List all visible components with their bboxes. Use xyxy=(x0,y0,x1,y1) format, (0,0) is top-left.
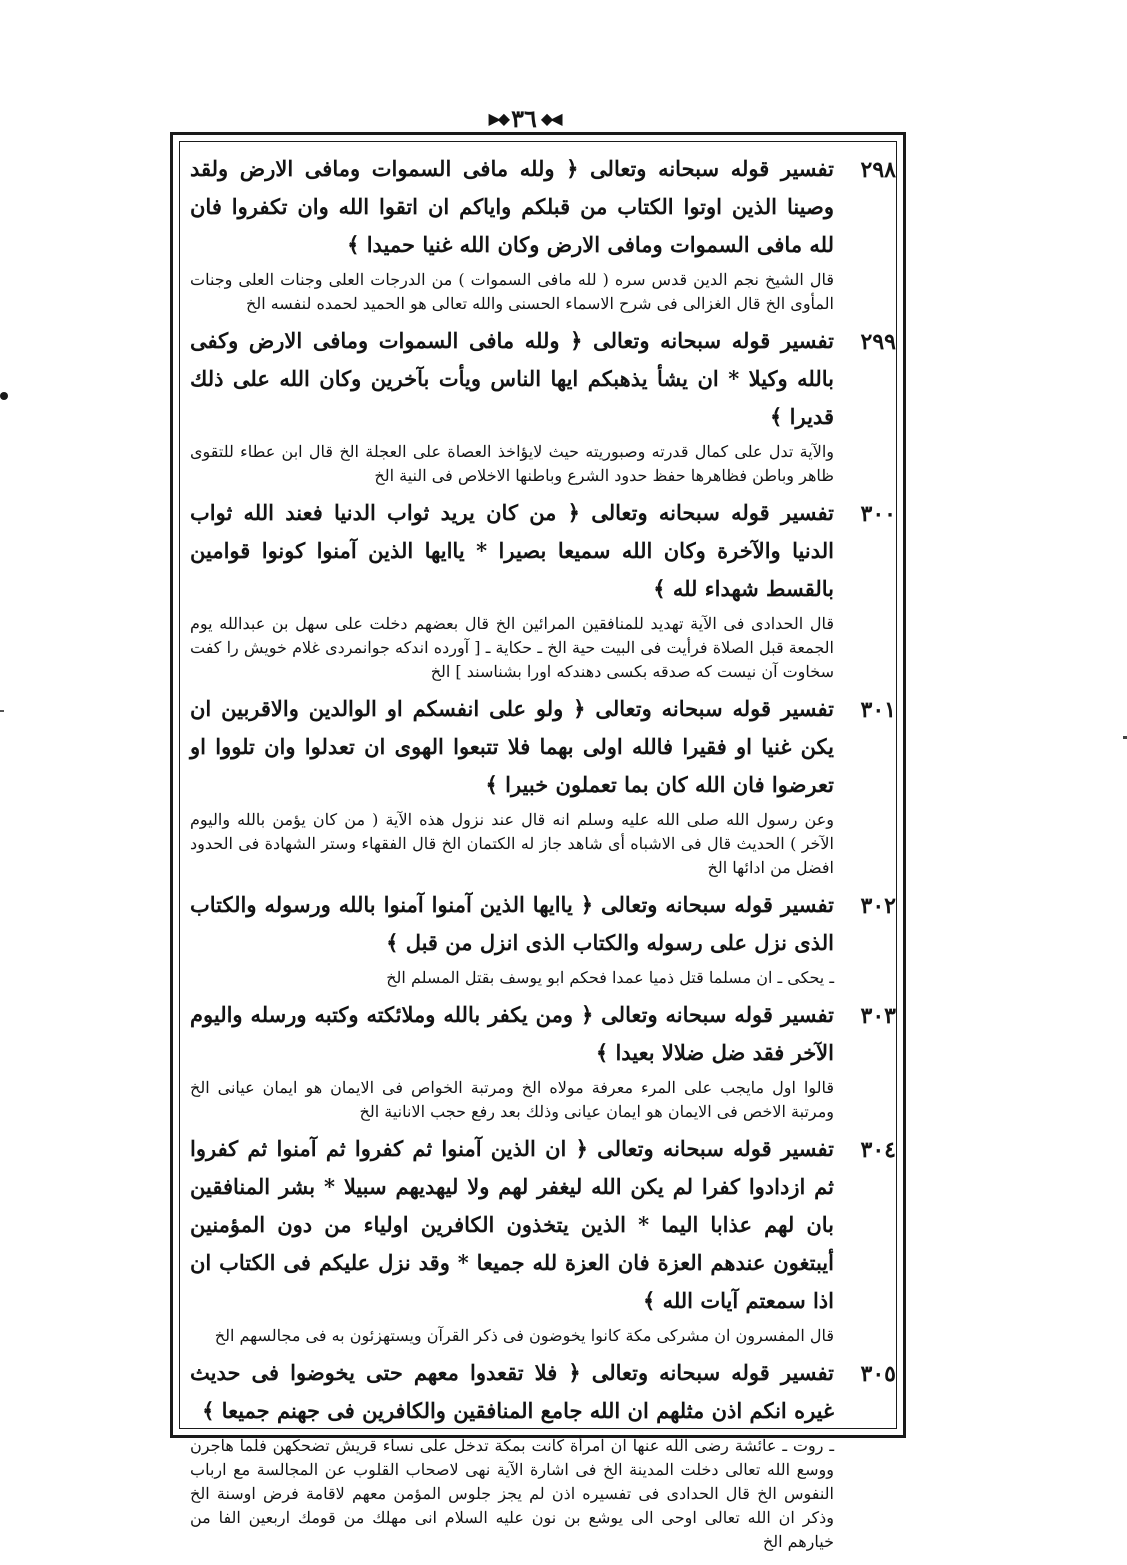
entry-commentary: والآية تدل على كمال قدرته وصبوريته حيث لايؤاخذ العصاة على العجلة الخ قال ابن عطاء للتقوى ظاهر وباطن فظاهرها حفظ حدود الشرع وباطنها الاخلاص فى النية الخ xyxy=(190,442,834,485)
entry-heading: تفسير قوله سبحانه وتعالى ﴿ ولله مافى السموات ومافى الارض ولقد وصينا الذين اوتوا الكتاب من قبلكم واياكم ان اتقوا الله وان تكفروا فان لله مافى السموات ومافى الارض وكان الله غنيا حميدا ﴾ xyxy=(190,156,834,257)
entry-heading: تفسير قوله سبحانه وتعالى ﴿ من كان يريد ثواب الدنيا فعند الله ثواب الدنيا والآخرة وكان الله سميعا بصيرا * ياايها الذين آمنوا كونوا قوامين بالقسط شهداء لله ﴾ xyxy=(190,500,834,601)
entry-commentary: ـ روت ـ عائشة رضى الله عنها ان امرأة كانت بمكة تدخل على نساء قريش تضحكهن فلما هاجرن ووسع الله تعالى دخلت المدينة الخ فى اشارة الآية نهى لاصحاب القلوب عن المجالسة مع ارباب النفوس الخ قال الحدادى فى تفسيره اذن لم يجز جلوس المؤمن معهم لاقامة فرض اوسنة الخ وذكر ان الله تعالى اوحى الى يوشع بن نون عليه السلام انى مهلك من قومك اربعين الفا من خيارهم الخ xyxy=(190,1436,835,1551)
entry-commentary: قال المفسرون ان مشركى مكة كانوا يخوضون فى ذكر القرآن ويستهزئون به فى مجالسهم الخ xyxy=(214,1326,834,1345)
entry-body xyxy=(186,690,834,880)
ornament-left-icon: ◀◆ xyxy=(540,108,560,128)
entry-body xyxy=(186,1354,834,1554)
entry-heading: تفسير قوله سبحانه وتعالى ﴿ فلا تقعدوا معهم حتى يخوضوا فى حديث غيره انكم اذن مثلهم ان الله جامع المنافقين والكافرين فى جهنم جميعا ﴾ xyxy=(190,1360,834,1423)
entry-number: ٣٠٥ xyxy=(860,1361,896,1387)
entry-heading: تفسير قوله سبحانه وتعالى ﴿ ومن يكفر بالله وملائكته وكتبه ورسله واليوم الآخر فقد ضل ضلالا بعيدا ﴾ xyxy=(190,1002,834,1065)
entry-number: ٢٩٩ xyxy=(860,329,896,355)
entry-301 xyxy=(186,690,898,880)
scan-mark-dot xyxy=(0,392,8,400)
entry-304 xyxy=(186,1130,898,1348)
entry-303 xyxy=(186,996,898,1124)
entry-heading: تفسير قوله سبحانه وتعالى ﴿ ان الذين آمنوا ثم كفروا ثم آمنوا ثم كفروا ثم ازدادوا كفرا لم يكن الله ليغفر لهم ولا ليهديهم سبيلا * بشر المنافقين بان لهم عذابا اليما * الذين يتخذون الكافرين اولياء من دون المؤمنين أيبتغون عندهم العزة فان العزة لله جميعا * وقد نزل عليكم فى الكتاب ان اذا سمعتم آيات الله ﴾ xyxy=(190,1136,834,1313)
entry-number: ٣٠١ xyxy=(860,697,896,723)
entry-body xyxy=(186,322,834,488)
entry-305 xyxy=(186,1354,898,1554)
entry-number: ٢٩٨ xyxy=(860,157,896,183)
entry-heading: تفسير قوله سبحانه وتعالى ﴿ ولو على انفسكم او الوالدين والاقربين ان يكن غنيا او فقيرا فالله اولى بهما فلا تتبعوا الهوى ان تعدلوا وان تلووا او تعرضوا فان الله كان بما تعملون خبيرا ﴾ xyxy=(190,696,834,797)
entry-body xyxy=(186,1130,834,1348)
entry-number: ٣٠٠ xyxy=(860,501,896,527)
entry-commentary: قال الحدادى فى الآية تهديد للمنافقين المرائين الخ قال بعضهم دخلت على سهل بن عبدالله يوم الجمعة قبل الصلاة فرأيت فى البيت حية الخ ـ حكاية ـ [ آورده اندكه جوانمردى غلام خويش را كفت سخاوت آن نيست كه صدقه بكسى دهندكه اورا بشناسند ] الخ xyxy=(190,614,834,681)
entry-commentary: وعن رسول الله صلى الله عليه وسلم انه قال عند نزول هذه الآية ( من كان يؤمن بالله واليوم الآخر ) الحديث قال فى الاشباه أى شاهد جاز له الكتمان الخ قال الفقهاء وستر الشهادة فى الحدود افضل من ادائها الخ xyxy=(190,810,834,877)
entry-302 xyxy=(186,886,898,990)
entry-commentary: ـ يحكى ـ ان مسلما قتل ذميا عمدا فحكم ابو يوسف بقتل المسلم الخ xyxy=(386,968,834,987)
entry-body xyxy=(186,150,834,316)
entry-commentary: قالوا اول مايجب على المرء معرفة مولاه الخ ومرتبة الخواص فى الايمان هو ايمان عيانى الخ ومرتبة الاخص فى الايمان هو ايمان عيانى وذلك بعد رفع حجب الانانية الخ xyxy=(190,1078,834,1121)
entry-heading: تفسير قوله سبحانه وتعالى ﴿ ياايها الذين آمنوا آمنوا بالله ورسوله والكتاب الذى نزل على رسوله والكتاب الذى انزل من قبل ﴾ xyxy=(190,892,834,955)
entry-body xyxy=(186,494,834,684)
entry-300 xyxy=(186,494,898,684)
ornament-right-icon: ◆▶ xyxy=(488,108,508,128)
entry-body xyxy=(186,886,834,990)
entry-commentary: قال الشيخ نجم الدين قدس سره ( لله مافى السموات ) من الدرجات العلى وجنات العلى وجنات المأوى الخ قال الغزالى فى شرح الاسماء الحسنى والله تعالى هو الحميد لحمده لنفسه الخ xyxy=(190,270,834,313)
entry-body xyxy=(186,996,834,1124)
scan-mark-tick-left xyxy=(0,710,4,712)
entry-number: ٣٠٤ xyxy=(860,1137,896,1163)
scan-mark-tick-right xyxy=(1123,736,1127,739)
page-number-text: ٣٦ xyxy=(511,103,537,133)
page-content xyxy=(186,150,898,1551)
page-number xyxy=(468,103,580,133)
entry-299 xyxy=(186,322,898,488)
entry-heading: تفسير قوله سبحانه وتعالى ﴿ ولله مافى السموات ومافى الارض وكفى بالله وكيلا * ان يشأ يذهبكم ايها الناس ويأت بآخرين وكان الله على ذلك قديرا ﴾ xyxy=(190,328,834,429)
entry-number: ٣٠٣ xyxy=(860,1003,896,1029)
entry-number: ٣٠٢ xyxy=(860,893,896,919)
entry-298 xyxy=(186,150,898,316)
